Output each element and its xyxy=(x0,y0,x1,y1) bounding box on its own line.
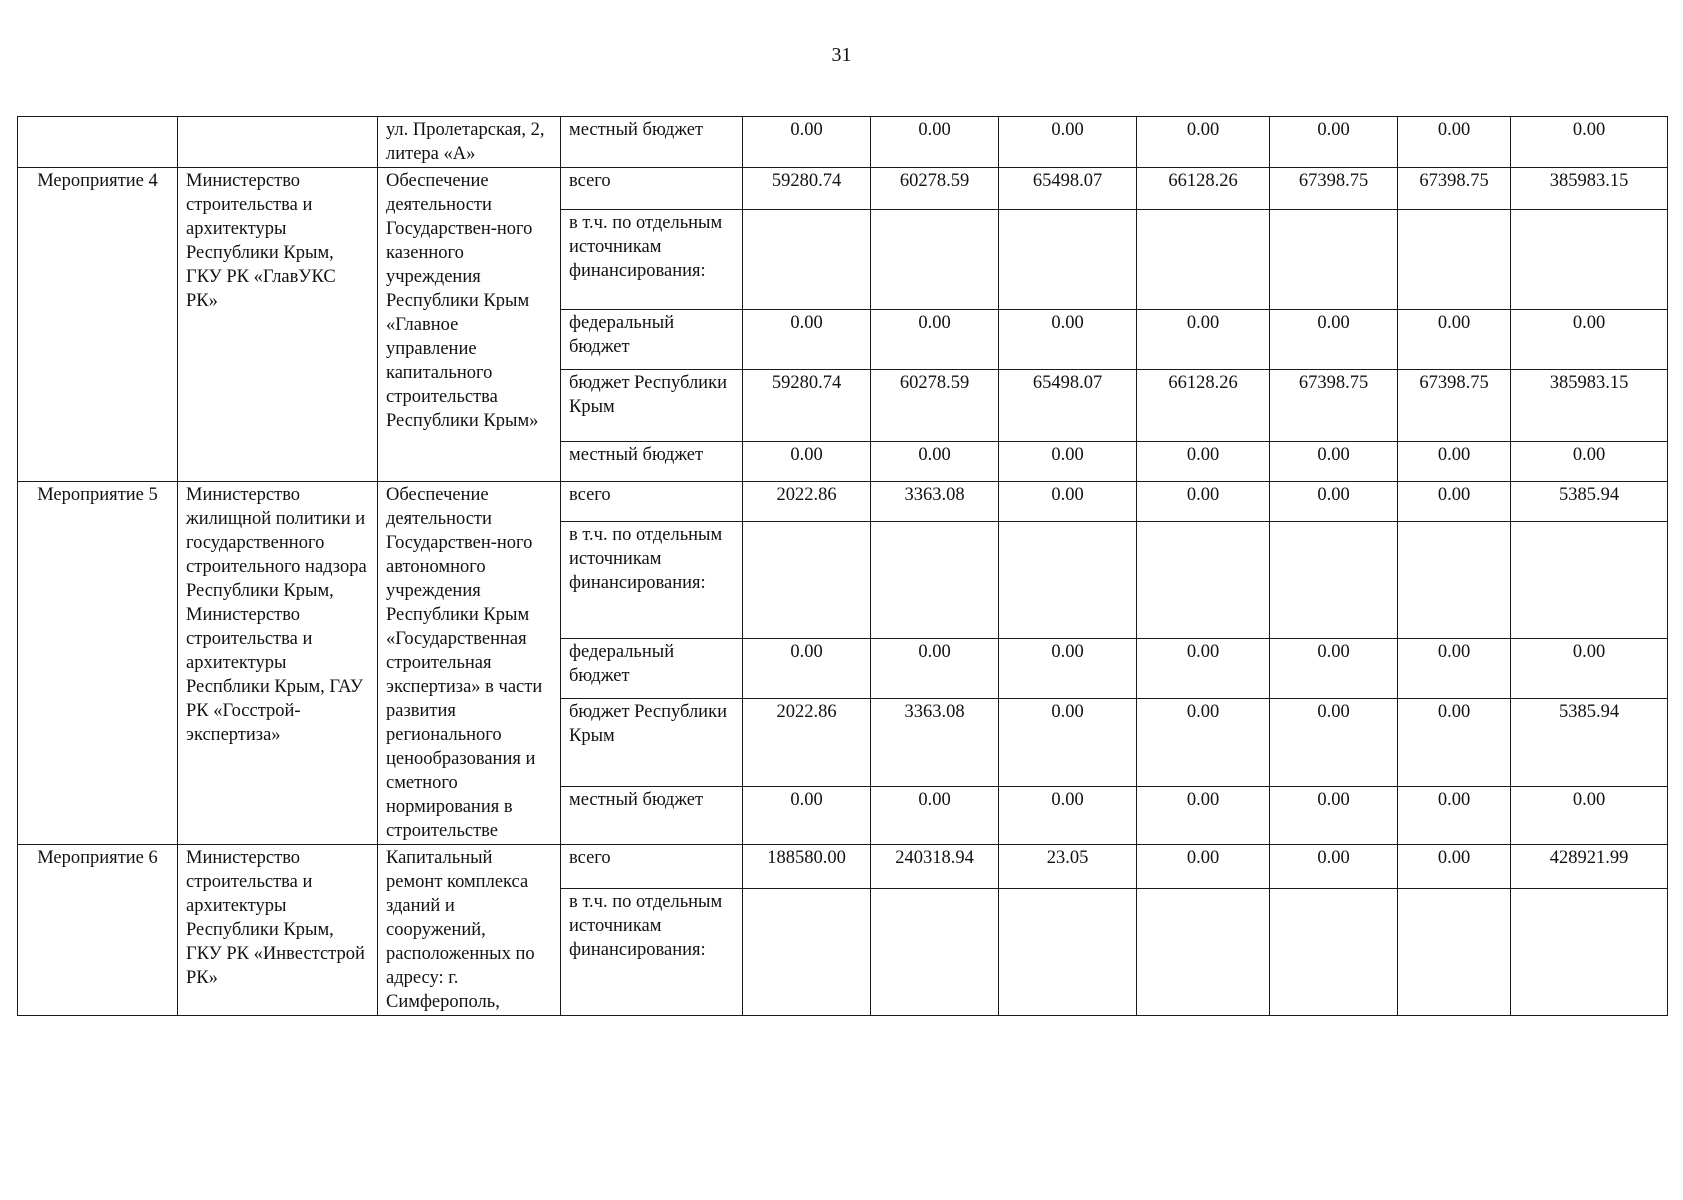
value-cell: 0.00 xyxy=(999,310,1137,370)
value-cell xyxy=(1137,889,1270,1016)
value-cell: 65498.07 xyxy=(999,168,1137,210)
value-cell: 0.00 xyxy=(743,310,871,370)
value-cell: 428921.99 xyxy=(1511,845,1668,889)
value-cell: 0.00 xyxy=(1511,310,1668,370)
value-cell: 59280.74 xyxy=(743,370,871,442)
value-cell xyxy=(1270,889,1398,1016)
table-body xyxy=(18,117,1668,1016)
description-cell: Обеспечение деятельности Государствен-ного казенного учреждения Республики Крым «Главное управление капитального строительства Республики Крым» xyxy=(378,168,561,482)
value-cell: 0.00 xyxy=(999,442,1137,482)
value-cell: 2022.86 xyxy=(743,698,871,786)
value-cell xyxy=(1511,522,1668,639)
value-cell: 0.00 xyxy=(1511,442,1668,482)
value-cell: 60278.59 xyxy=(871,370,999,442)
executor-cell: Министерство жилищной политики и государственного строительного надзора Республики Крым, Министерство строительства и архитектуры Респблики Крым, ГАУ РК «Госстрой-экспертиза» xyxy=(178,482,378,845)
value-cell: 67398.75 xyxy=(1270,370,1398,442)
funding-source-cell: бюджет Республики Крым xyxy=(561,370,743,442)
description-cell: Обеспечение деятельности Государствен-ного автономного учреждения Республики Крым «Государственная строительная экспертиза» в части развития регионального ценообразования и сметного нормирования в строительстве xyxy=(378,482,561,845)
value-cell: 5385.94 xyxy=(1511,482,1668,522)
value-cell: 0.00 xyxy=(1398,310,1511,370)
value-cell xyxy=(1511,210,1668,310)
funding-source-cell: всего xyxy=(561,482,743,522)
value-cell: 385983.15 xyxy=(1511,370,1668,442)
value-cell xyxy=(1270,210,1398,310)
value-cell xyxy=(999,889,1137,1016)
value-cell: 0.00 xyxy=(999,482,1137,522)
value-cell: 0.00 xyxy=(1398,845,1511,889)
value-cell xyxy=(999,522,1137,639)
value-cell: 0.00 xyxy=(999,786,1137,844)
value-cell xyxy=(871,210,999,310)
value-cell xyxy=(1398,210,1511,310)
value-cell: 3363.08 xyxy=(871,482,999,522)
funding-source-cell: в т.ч. по отдельным источникам финансирования: xyxy=(561,522,743,639)
value-cell xyxy=(999,210,1137,310)
value-cell: 0.00 xyxy=(999,117,1137,168)
value-cell: 0.00 xyxy=(1270,639,1398,698)
table-row xyxy=(18,482,1668,522)
value-cell: 0.00 xyxy=(1511,117,1668,168)
measure-name-cell: Мероприятие 4 xyxy=(18,168,178,482)
value-cell: 0.00 xyxy=(743,117,871,168)
funding-source-cell: федеральный бюджет xyxy=(561,639,743,698)
measure-name-cell: Мероприятие 5 xyxy=(18,482,178,845)
value-cell xyxy=(743,889,871,1016)
value-cell: 65498.07 xyxy=(999,370,1137,442)
executor-cell: Министерство строительства и архитектуры Республики Крым, ГКУ РК «ГлавУКС РК» xyxy=(178,168,378,482)
value-cell: 67398.75 xyxy=(1270,168,1398,210)
value-cell xyxy=(1398,522,1511,639)
value-cell: 0.00 xyxy=(1137,442,1270,482)
funding-source-cell: бюджет Республики Крым xyxy=(561,698,743,786)
value-cell: 66128.26 xyxy=(1137,370,1270,442)
page-number: 31 xyxy=(831,44,852,66)
value-cell xyxy=(1137,522,1270,639)
value-cell: 0.00 xyxy=(1270,117,1398,168)
value-cell: 0.00 xyxy=(1398,639,1511,698)
value-cell: 0.00 xyxy=(871,639,999,698)
value-cell: 0.00 xyxy=(1137,310,1270,370)
value-cell: 0.00 xyxy=(1398,482,1511,522)
value-cell: 67398.75 xyxy=(1398,370,1511,442)
funding-source-cell: всего xyxy=(561,168,743,210)
value-cell: 0.00 xyxy=(871,786,999,844)
value-cell: 0.00 xyxy=(999,639,1137,698)
table-row xyxy=(18,117,1668,168)
value-cell: 240318.94 xyxy=(871,845,999,889)
value-cell: 0.00 xyxy=(1137,117,1270,168)
table-row xyxy=(18,845,1668,889)
value-cell: 0.00 xyxy=(743,442,871,482)
value-cell: 0.00 xyxy=(1137,639,1270,698)
financing-table xyxy=(17,116,1668,1016)
value-cell xyxy=(871,522,999,639)
value-cell: 0.00 xyxy=(1398,442,1511,482)
value-cell xyxy=(1511,889,1668,1016)
value-cell xyxy=(871,889,999,1016)
value-cell xyxy=(743,210,871,310)
funding-source-cell: федеральный бюджет xyxy=(561,310,743,370)
table-row xyxy=(18,168,1668,210)
value-cell: 3363.08 xyxy=(871,698,999,786)
value-cell xyxy=(1137,210,1270,310)
funding-source-cell: в т.ч. по отдельным источникам финансирования: xyxy=(561,210,743,310)
value-cell: 59280.74 xyxy=(743,168,871,210)
value-cell: 0.00 xyxy=(1398,698,1511,786)
value-cell: 67398.75 xyxy=(1398,168,1511,210)
value-cell: 0.00 xyxy=(999,698,1137,786)
funding-source-cell: местный бюджет xyxy=(561,442,743,482)
measure-name-cell: Мероприятие 6 xyxy=(18,845,178,1016)
value-cell: 385983.15 xyxy=(1511,168,1668,210)
value-cell: 0.00 xyxy=(1270,845,1398,889)
funding-source-cell: местный бюджет xyxy=(561,786,743,844)
value-cell: 0.00 xyxy=(1270,698,1398,786)
value-cell: 0.00 xyxy=(1270,442,1398,482)
value-cell: 0.00 xyxy=(743,786,871,844)
funding-source-cell: местный бюджет xyxy=(561,117,743,168)
value-cell: 0.00 xyxy=(1398,786,1511,844)
value-cell: 0.00 xyxy=(1398,117,1511,168)
value-cell: 0.00 xyxy=(1137,698,1270,786)
value-cell: 60278.59 xyxy=(871,168,999,210)
value-cell: 0.00 xyxy=(871,442,999,482)
value-cell: 0.00 xyxy=(1270,786,1398,844)
description-cell: Капитальный ремонт комплекса зданий и сооружений, расположенных по адресу: г. Симферополь, xyxy=(378,845,561,1016)
value-cell: 0.00 xyxy=(871,117,999,168)
value-cell: 0.00 xyxy=(1511,639,1668,698)
funding-source-cell: всего xyxy=(561,845,743,889)
value-cell: 23.05 xyxy=(999,845,1137,889)
value-cell: 2022.86 xyxy=(743,482,871,522)
value-cell: 188580.00 xyxy=(743,845,871,889)
value-cell: 66128.26 xyxy=(1137,168,1270,210)
value-cell: 0.00 xyxy=(871,310,999,370)
value-cell xyxy=(743,522,871,639)
value-cell xyxy=(1398,889,1511,1016)
value-cell: 0.00 xyxy=(1511,786,1668,844)
value-cell: 0.00 xyxy=(1270,310,1398,370)
funding-source-cell: в т.ч. по отдельным источникам финансирования: xyxy=(561,889,743,1016)
value-cell: 5385.94 xyxy=(1511,698,1668,786)
measure-name-cell xyxy=(18,117,178,168)
value-cell: 0.00 xyxy=(1137,786,1270,844)
value-cell: 0.00 xyxy=(1137,845,1270,889)
executor-cell xyxy=(178,117,378,168)
value-cell: 0.00 xyxy=(1270,482,1398,522)
executor-cell: Министерство строительства и архитектуры Республики Крым, ГКУ РК «Инвестстрой РК» xyxy=(178,845,378,1016)
value-cell xyxy=(1270,522,1398,639)
value-cell: 0.00 xyxy=(743,639,871,698)
description-cell: ул. Пролетарская, 2, литера «А» xyxy=(378,117,561,168)
value-cell: 0.00 xyxy=(1137,482,1270,522)
